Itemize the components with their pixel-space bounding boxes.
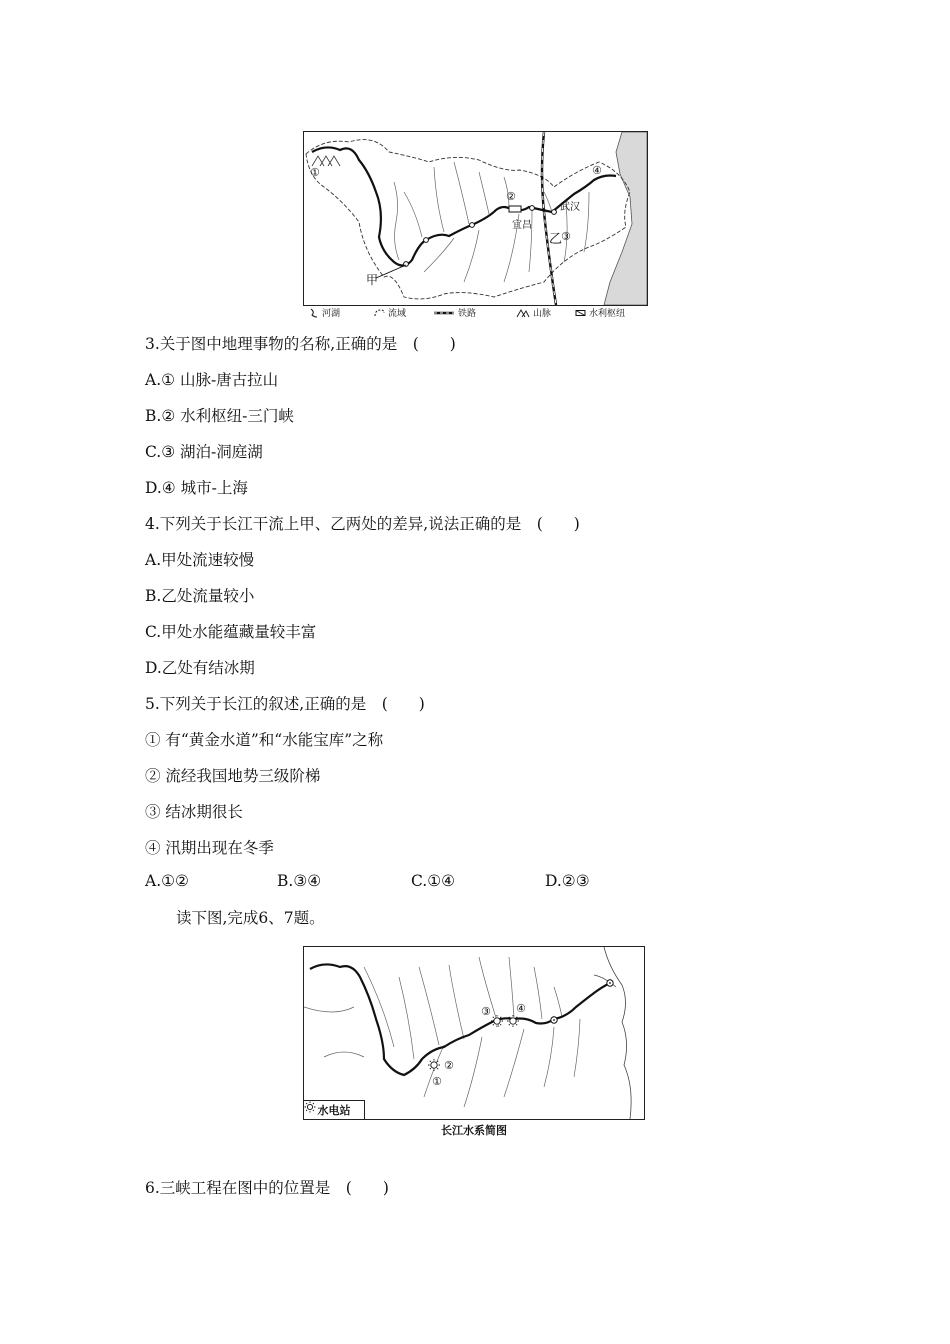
q5-option-c: C.①④ — [411, 872, 456, 890]
legend-rivers-lakes: 河湖 — [309, 306, 340, 319]
yangtze-river-system-map — [303, 946, 645, 1120]
mountain-icon — [516, 308, 530, 318]
river-lake-icon — [309, 308, 319, 318]
map1-drawing — [304, 132, 647, 305]
q4-option-d: D.乙处有结冰期 — [145, 659, 255, 677]
q5-statement-3: ③ 结冰期很长 — [145, 803, 243, 821]
q5-stem: 5.下列关于长江的叙述,正确的是 ( ) — [145, 695, 425, 713]
map2-label-1: ① — [432, 1075, 442, 1088]
legend-railway: 铁路 — [433, 306, 476, 319]
q4-option-b: B.乙处流量较小 — [145, 587, 255, 605]
q3-option-a: A.① 山脉-唐古拉山 — [145, 371, 279, 389]
map1-label-wuhan: 武汉 — [560, 202, 580, 213]
map1-label-jia: 甲 — [366, 273, 379, 287]
yangtze-basin-map — [303, 131, 648, 306]
map2-label-2: ② — [444, 1059, 454, 1072]
map1-label-yichang: 宜昌 — [512, 220, 532, 231]
map2-caption: 长江水系简图 — [441, 1124, 507, 1137]
q5-option-b: B.③④ — [277, 872, 322, 890]
map2-label-3: ③ — [481, 1005, 491, 1018]
map2-legend-label: 水电站 — [317, 1104, 351, 1117]
hydropower-station-icon — [304, 1101, 316, 1113]
q5-option-d: D.②③ — [545, 872, 590, 890]
q3-option-c: C.③ 湖泊-洞庭湖 — [145, 443, 263, 461]
map1-label-1: ① — [310, 166, 320, 179]
basin-boundary-icon — [373, 308, 385, 318]
map1-legend — [303, 306, 648, 320]
q4-option-a: A.甲处流速较慢 — [145, 551, 255, 569]
map2-label-4: ④ — [516, 1002, 526, 1015]
q5-statement-4: ④ 汛期出现在冬季 — [145, 839, 274, 857]
legend-mountain: 山脉 — [516, 306, 551, 319]
q5-options — [145, 872, 785, 894]
q3-option-d: D.④ 城市-上海 — [145, 479, 248, 497]
map1-label-3: ③ — [561, 230, 571, 243]
map1-label-yi: 乙 — [549, 232, 563, 247]
q6-stem: 6.三峡工程在图中的位置是 ( ) — [145, 1179, 389, 1197]
q5-option-a: A.①② — [145, 872, 189, 890]
legend-basin: 流域 — [373, 306, 406, 319]
q5-statement-2: ② 流经我国地势三级阶梯 — [145, 767, 321, 785]
legend-hydro-hub: 水利枢纽 — [575, 306, 625, 319]
map1-label-4: ④ — [592, 164, 602, 177]
map2-drawing — [304, 947, 644, 1119]
map2-legend — [304, 1100, 365, 1119]
map1-label-2: ② — [506, 190, 516, 203]
q3-option-b: B.② 水利枢纽-三门峡 — [145, 407, 294, 425]
q4-stem: 4.下列关于长江干流上甲、乙两处的差异,说法正确的是 ( ) — [145, 515, 580, 533]
q4-option-c: C.甲处水能蕴藏量较丰富 — [145, 623, 317, 641]
intro-6-7: 读下图,完成6、7题。 — [176, 909, 325, 927]
hydro-hub-icon — [575, 308, 586, 318]
q5-statement-1: ① 有“黄金水道”和“水能宝库”之称 — [145, 731, 384, 749]
q3-stem: 3.关于图中地理事物的名称,正确的是 ( ) — [145, 335, 456, 353]
railway-icon — [433, 308, 455, 318]
